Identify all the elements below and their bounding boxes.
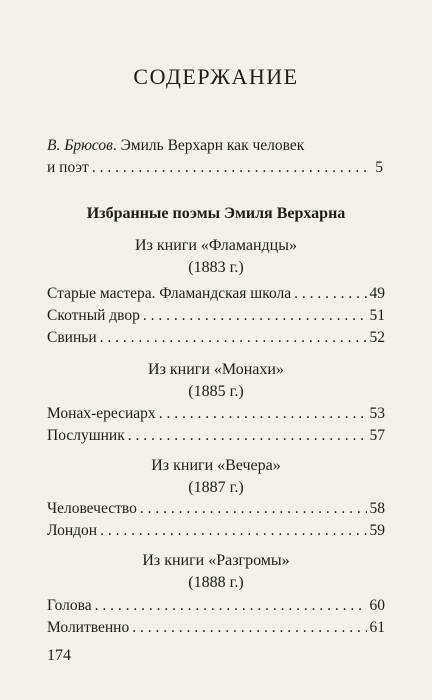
book-heading: Из книги «Фламандцы» [135,237,297,254]
book-heading: Из книги «Разгромы» [142,552,290,569]
dot-leader [143,306,367,326]
toc-entry-intro[interactable] [47,158,383,178]
toc-entry[interactable] [47,499,385,519]
toc-entry[interactable] [47,328,385,348]
dot-leader [100,328,367,348]
dot-leader [95,596,367,616]
toc-entry-title: Свиньи [47,329,97,346]
toc-entry-page: 52 [369,329,385,346]
toc-entry[interactable] [47,521,385,541]
intro-title-line1: . Эмиль Верхарн как человек [112,137,305,154]
intro-first-line [47,136,304,156]
dot-leader [92,158,372,178]
toc-entry-page: 53 [369,405,385,422]
toc-entry[interactable] [47,306,385,326]
dot-leader [132,618,366,638]
book-year: (1885 г.) [188,383,244,400]
toc-entry-title: Голова [47,597,92,614]
toc-entry-title: Монах-ересиарх [47,405,156,422]
book-year: (1888 г.) [188,574,244,591]
toc-entry-page: 61 [369,619,385,636]
toc-entry-page: 49 [369,285,385,302]
toc-entry-page: 58 [369,500,385,517]
dot-leader [159,404,367,424]
toc-entry-title: Лондон [47,522,98,539]
toc-entry-page: 59 [369,522,385,539]
dot-leader [100,521,366,541]
toc-entry-title: и поэт [47,159,89,176]
toc-entry[interactable] [47,618,385,638]
toc-entry[interactable] [47,426,385,446]
toc-entry-title: Человечество [47,500,137,517]
toc-entry-title: Молитвенно [47,619,130,636]
dot-leader [140,499,367,519]
toc-entry-page: 60 [369,597,385,614]
dot-leader [294,284,366,304]
book-year: (1883 г.) [188,259,244,276]
book-heading: Из книги «Вечера» [151,457,281,474]
page-title: СОДЕРЖАНИЕ [133,64,299,89]
dot-leader [128,426,367,446]
toc-entry[interactable] [47,284,385,304]
toc-entry-page: 57 [369,427,385,444]
toc-entry[interactable] [47,596,385,616]
page-number: 174 [47,647,71,664]
toc-entry-title: Старые мастера. Фламандская школа [47,285,292,302]
toc-entry-title: Послушник [47,427,125,444]
toc-entry-page: 51 [369,307,385,324]
toc-entry-page: 5 [375,159,383,176]
toc-entry[interactable] [47,404,385,424]
intro-author: В. Брюсов [47,137,113,154]
book-heading: Из книги «Монахи» [148,361,284,378]
section-title: Избранные поэмы Эмиля Верхарна [86,205,346,222]
toc-entry-title: Скотный двор [47,307,140,324]
book-year: (1887 г.) [188,479,244,496]
